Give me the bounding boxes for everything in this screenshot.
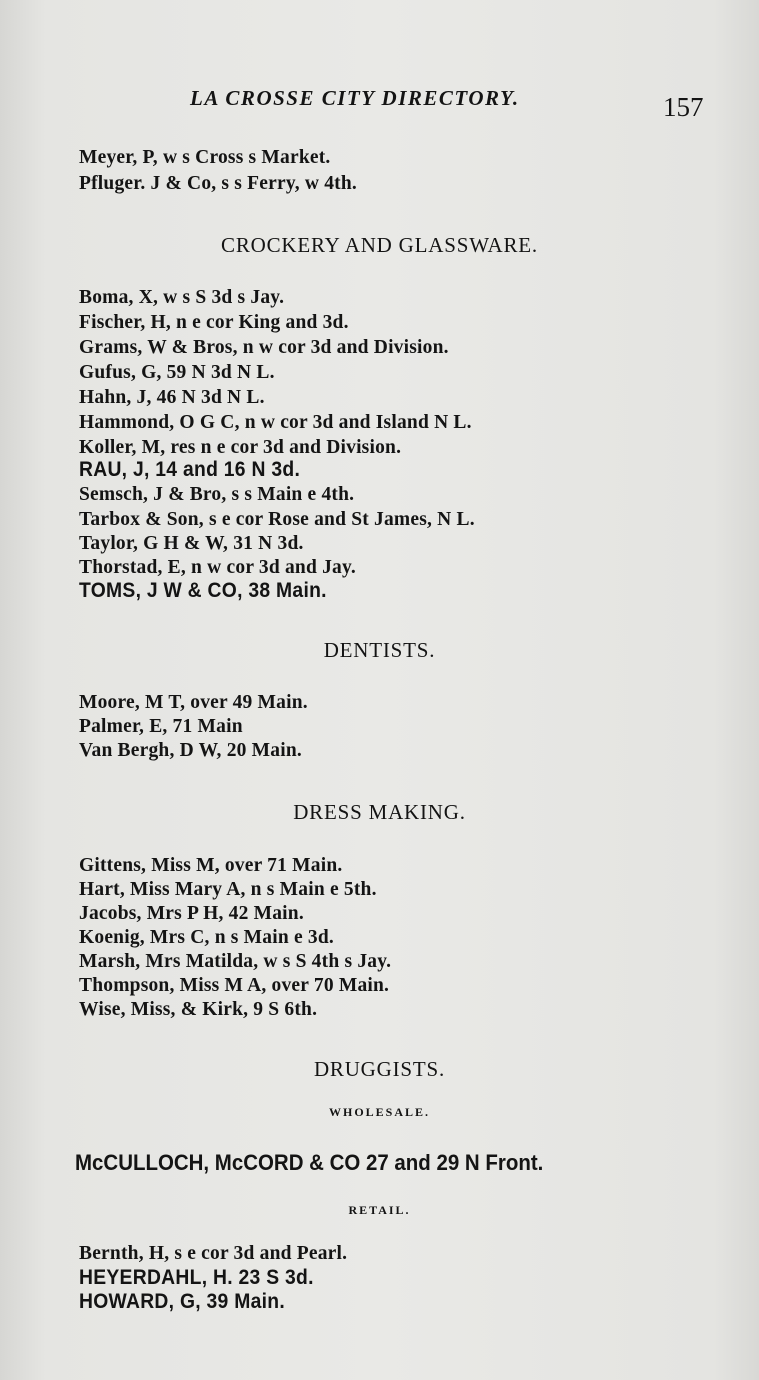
entry: Thompson, Miss M A, over 70 Main. <box>79 975 390 996</box>
subheading-wholesale: WHOLESALE. <box>328 1105 431 1119</box>
entry: Koller, M, res n e cor 3d and Division. <box>79 437 402 458</box>
entry-bold-large: McCULLOCH, McCORD & CO 27 and 29 N Front. <box>75 1150 544 1175</box>
entry: Hammond, O G C, n w cor 3d and Island N L. <box>79 412 472 433</box>
entry: Pfluger. J & Co, s s Ferry, w 4th. <box>79 173 357 194</box>
entry: Wise, Miss, & Kirk, 9 S 6th. <box>79 999 318 1020</box>
entry: Koenig, Mrs C, n s Main e 3d. <box>79 927 334 948</box>
entry: Tarbox & Son, s e cor Rose and St James, N L. <box>79 509 475 530</box>
entry: Boma, X, w s S 3d s Jay. <box>79 287 285 308</box>
section-heading-druggists: DRUGGISTS. <box>313 1057 446 1081</box>
section-heading-crockery: CROCKERY AND GLASSWARE. <box>221 233 538 257</box>
entry: Gufus, G, 59 N 3d N L. <box>79 362 275 383</box>
entry: Grams, W & Bros, n w cor 3d and Division. <box>79 337 449 358</box>
entry: Palmer, E, 71 Main <box>79 716 243 737</box>
entry-bold: HEYERDAHL, H. 23 S 3d. <box>79 1266 314 1289</box>
subheading-retail: RETAIL. <box>348 1203 411 1217</box>
entry-bold: RAU, J, 14 and 16 N 3d. <box>79 458 301 481</box>
entry: Marsh, Mrs Matilda, w s S 4th s Jay. <box>79 951 392 972</box>
entry: Jacobs, Mrs P H, 42 Main. <box>79 903 304 924</box>
entry: Hahn, J, 46 N 3d N L. <box>79 387 265 408</box>
entry: Taylor, G H & W, 31 N 3d. <box>79 533 304 554</box>
running-header: LA CROSSE CITY DIRECTORY. <box>190 86 520 110</box>
entry-bold: TOMS, J W & CO, 38 Main. <box>79 579 327 602</box>
entry: Bernth, H, s e cor 3d and Pearl. <box>79 1243 348 1264</box>
entry-bold: HOWARD, G, 39 Main. <box>79 1290 285 1313</box>
entry: Semsch, J & Bro, s s Main e 4th. <box>79 484 355 505</box>
entry: Meyer, P, w s Cross s Market. <box>79 147 331 168</box>
entry: Fischer, H, n e cor King and 3d. <box>79 312 349 333</box>
entry: Van Bergh, D W, 20 Main. <box>79 740 302 761</box>
entry: Moore, M T, over 49 Main. <box>79 692 308 713</box>
section-heading-dentists: DENTISTS. <box>323 638 436 662</box>
page-number: 157 <box>663 92 704 122</box>
entry: Hart, Miss Mary A, n s Main e 5th. <box>79 879 377 900</box>
entry: Gittens, Miss M, over 71 Main. <box>79 855 343 876</box>
entry: Thorstad, E, n w cor 3d and Jay. <box>79 557 356 578</box>
section-heading-dress-making: DRESS MAKING. <box>293 800 466 824</box>
